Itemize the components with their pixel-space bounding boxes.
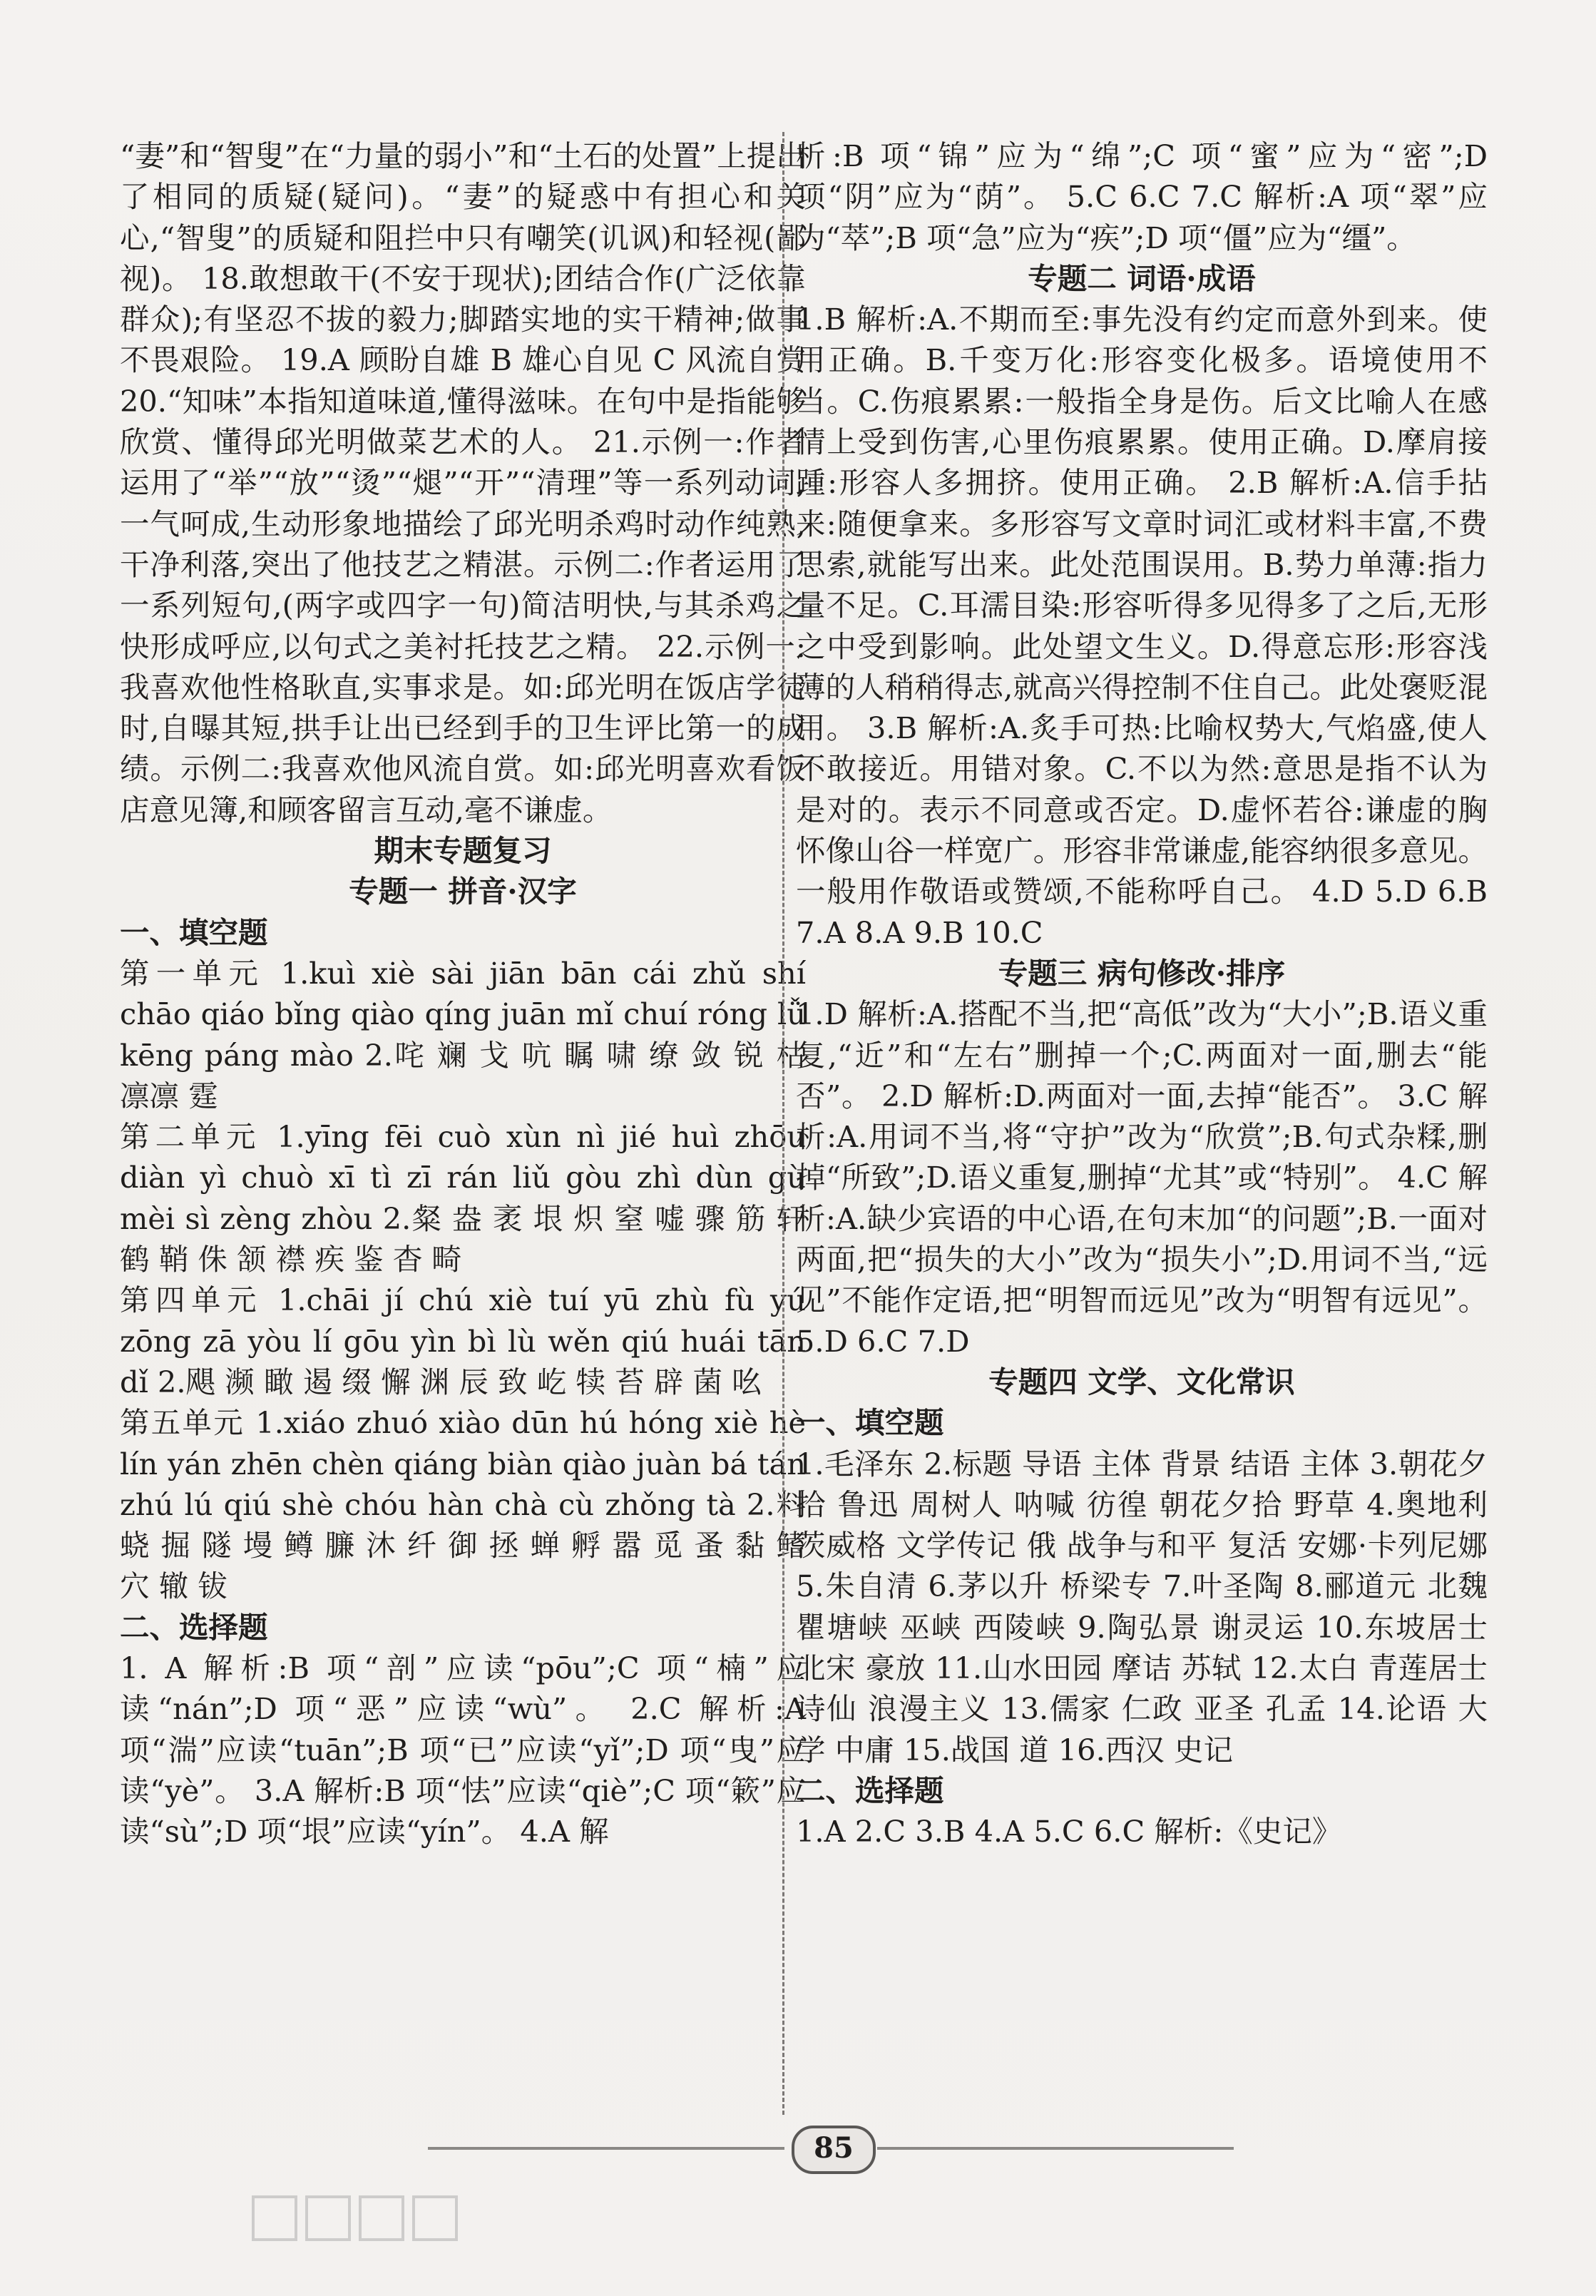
watermark-shape-icon [250, 2183, 464, 2254]
answer-paragraph: 析:B 项“锦”应为“绵”;C 项“蜜”应为“密”;D 项“阴”应为“荫”。 5.C 6.C 7.C 解析:A 项“翠”应为“萃”;B 项“急”应为“疾”;D 项“僵”应为“缰”。 [796, 138, 1488, 255]
answer-paragraph: “妻”和“智叟”在“力量的弱小”和“土石的处置”上提出了相同的质疑(疑问)。“妻”的疑惑中有担心和关心,“智叟”的质疑和阻拦中只有嘲笑(讥讽)和轻视(鄙视)。 18.敢想敢干(不安于现状);团结合作(广泛依靠群众);有坚忍不拔的毅力;脚踏实地的实干精神;做事不畏艰险。 19.A 顾盼自雄 B 雄心自见 C 风流自赏 20.“知味”本指知道味道,懂得滋味。在句中是指能够欣赏、懂得邱光明做菜艺术的人。 21.示例一:作者运用了“举”“放”“烫”“煺”“开”“清理”等一系列动词,一气呵成,生动形象地描绘了邱光明杀鸡时动作纯熟,干净利落,突出了他技艺之精湛。示例二:作者运用了一系列短句,(两字或四字一句)简洁明快,与其杀鸡之快形成呼应,以句式之美衬托技艺之精。 22.示例一:我喜欢他性格耿直,实事求是。如:邱光明在饭店学徒时,自曝其短,拱手让出已经到手的卫生评比第一的成绩。示例二:我喜欢他风流自赏。如:邱光明喜欢看饭店意见簿,和顾客留言互动,毫不谦虚。 [120, 138, 806, 827]
topic-title: 专题三 病句修改·排序 [998, 955, 1286, 991]
unit-answers: 第四单元 1.chāi jí chú xiè tuí yū zhù fù yú zōng zā yòu lí gōu yìn bì lù wěn qiú huái tān dǐ 2.飓 濒 瞰 遏 缀 懈 渊 辰 致 屹 犊 苔 辟 菌 吆 [120, 1282, 806, 1399]
right-column [796, 136, 1488, 1852]
column-divider [782, 132, 784, 2115]
page-number: 85 [792, 2126, 876, 2174]
answer-paragraph: 1.毛泽东 2.标题 导语 主体 背景 结语 主体 3.朝花夕拾 鲁迅 周树人 呐喊 彷徨 朝花夕拾 野草 4.奥地利 茨威格 文学传记 俄 战争与和平 复活 安娜·卡列尼娜 5.朱自清 6.茅以升 桥梁专 7.叶圣陶 8.郦道元 北魏 瞿塘峡 巫峡 西陵峡 9.陶弘景 谢灵运 10.东坡居士 北宋 豪放 11.山水田园 摩诘 苏轼 12.太白 青莲居士 诗仙 浪漫主义 13.儒家 仁政 亚圣 孔孟 14.论语 大学 中庸 15.战国 道 16.西汉 史记 [796, 1446, 1488, 1767]
question-heading: 一、填空题 [120, 914, 268, 950]
left-column [120, 136, 806, 1852]
answer-paragraph: 1.A 2.C 3.B 4.A 5.C 6.C 解析:《史记》 [796, 1814, 1342, 1849]
answer-paragraph: 1.D 解析:A.搭配不当,把“高低”改为“大小”;B.语义重复,“近”和“左右”删掉一个;C.两面对一面,删去“能否”。 2.D 解析:D.两面对一面,去掉“能否”。 3.C 解析:A.用词不当,将“守护”改为“欣赏”;B.句式杂糅,删掉“所致”;D.语义重复,删掉“尤其”或“特别”。 4.C 解析:A.缺少宾语的中心语,在句末加“的问题”;B.一面对两面,把“损失的大小”改为“损失小”;D.用词不当,“远见”不能作定语,把“明智而远见”改为“明智有远见”。 5.D 6.C 7.D [796, 996, 1488, 1359]
topic-title: 专题四 文学、文化常识 [988, 1364, 1295, 1399]
question-heading: 一、填空题 [796, 1405, 944, 1441]
watermark-icon [250, 2183, 464, 2270]
footer-rule [428, 2147, 784, 2150]
answer-paragraph: 1. A 解析:B 项“剖”应读“pōu”;C 项“楠”应读“nán”;D 项“恶”应读“wù”。 2.C 解析:A 项“湍”应读“tuān”;B 项“已”应读“yǐ”;D 项“曳”应读“yè”。 3.A 解析:B 项“怯”应读“qiè”;C 项“簌”应读“sù”;D 项“垠”应读“yín”。 4.A 解 [120, 1650, 806, 1849]
section-title: 期末专题复习 [374, 833, 552, 869]
question-heading: 二、选择题 [796, 1772, 944, 1808]
unit-answers: 第一单元 1.kuì xiè sài jiān bān cái zhǔ shí chāo qiáo bǐng qiào qíng juān mǐ chuí róng lǚ kēng páng mào 2.咤 斓 戈 吭 瞩 啸 缭 敛 锐 枯 凛凛 霆 [120, 955, 806, 1113]
question-heading: 二、选择题 [120, 1609, 268, 1645]
footer-rule [877, 2147, 1234, 2150]
answer-paragraph: 1.B 解析:A.不期而至:事先没有约定而意外到来。使用正确。B.千变万化:形容变化极多。语境使用不当。C.伤痕累累:一般指全身是伤。后文比喻人在感情上受到伤害,心里伤痕累累。使用正确。D.摩肩接踵:形容人多拥挤。使用正确。 2.B 解析:A.信手拈来:随便拿来。多形容写文章时词汇或材料丰富,不费思索,就能写出来。此处范围误用。B.势力单薄:指力量不足。C.耳濡目染:形容听得多见得多了之后,无形之中受到影响。此处望文生义。D.得意忘形:形容浅薄的人稍稍得志,就高兴得控制不住自己。此处褒贬混用。 3.B 解析:A.炙手可热:比喻权势大,气焰盛,使人不敢接近。用错对象。C.不以为然:意思是指不认为是对的。表示不同意或否定。D.虚怀若谷:谦虚的胸怀像山谷一样宽广。形容非常谦虚,能容纳很多意见。一般用作敬语或赞颂,不能称呼自己。 4.D 5.D 6.B 7.A 8.A 9.B 10.C [796, 302, 1488, 950]
unit-answers: 第五单元 1.xiáo zhuó xiào dūn hú hóng xiè hè lín yán zhēn chèn qiáng biàn qiào juàn bá tán zhú lú qiú shè chóu hàn chà cù zhǒng tà 2.料 蛲 掘 隧 墁 鳟 臁 沐 纤 御 拯 蝉 孵 嚣 觅 蚤 黏 鳍 穴 辙 钹 [120, 1405, 806, 1604]
topic-title: 专题一 拼音·汉字 [349, 874, 577, 909]
unit-answers: 第二单元 1.yīng fēi cuò xùn nì jié huì zhōu diàn yì chuò xī tì zī rán liǔ gòu zhì dùn gù mèi sì zèng zhòu 2.粲 盎 袤 垠 炽 窒 嘘 骤 筋 轩 鹤 鞘 侏 颔 襟 疾 鉴 杳 畸 [120, 1119, 806, 1277]
page-footer [428, 2126, 1284, 2168]
topic-title: 专题二 词语·成语 [1028, 260, 1256, 296]
